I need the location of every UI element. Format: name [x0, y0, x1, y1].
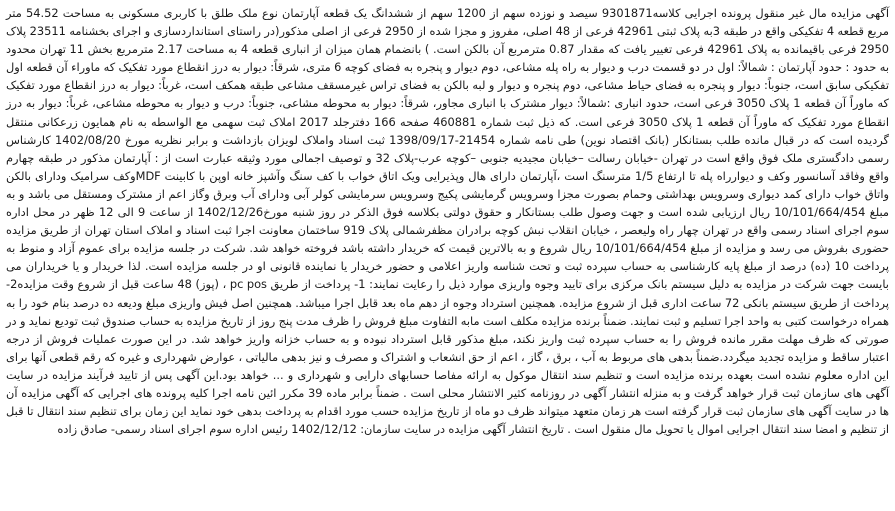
auction-notice-text: آگهی مزایده مال غیر منقول پرونده اجرایی کلاسه9301871 سیصد و نوزده سهم از 1200 سهم از ششدانگ یک قطعه آپارتمان نوع ملک طلق با کاربری مسکونی به مساحت 54.52 متر مربع قطعه 4 تفکیکی واقع در طبقه 3به پلاک ثبتی 42961 فرعی از 48 اصلی، مفروز و مجزا شده از 2950 فرعی از اصلی مذکور(در راستای استانداردسازی و اجرای بخشنامه 23511 پلاک 2950 فرعی باقیمانده به پلاک 42961 فرعی تغییر یافت که مقدار 0.87 مترمربع آن بالکن است. ) بانضمام همان میزان از انباری قطعه 4 به مساحت 2.17 مترمربع بخش 11 تهران محدود به حدود : حدود آپارتمان : شمالاً: اول در دو قسمت درب و دیوار به راه پله مشاعی، دوم دیوار و پنجره به فضای کوچه 6 متری، شرقاً: دیوار به درز انقطاع مورد تفکیک که ماوراء آن قطعه اول تفکیکی سابق است، جنوباً: دیوار و پنجره به فضای حیاط مشاعی، دوم پنجره و دیوار و لبه بالکن به فضای تراس غیرمسقف مشاعی طبقه همکف است، غرباً: دیوار به درز انقطاع مورد تفکیک که ماوراً آن قطعه 1 پلاک 3050 فرعی است، حدود انباری :شمالاً: دیوار مشترک با انباری مجاور، شرقاً: دیوار به محوطه مشاعی، جنوباً: درب و دیوار به محوطه مشاعی، غرباً: دیوار به درز انقطاع مورد تفکیک که ماوراً آن قطعه 1 پلاک 3050 فرعی است. که ذیل ثبت شماره 460881 صفحه 166 دفترجلد 2017 املاک ثبت سهمی مع الواسطه به نام همایون زرعکانی منتقل گردیده است که در قبال مانده طلب بستانکار (بانک اقتصاد نوین) طی نامه شماره 21454-1398/09/17 ثبت اسناد واملاک لویزان بازداشت و برابر نظریه مورخ 1402/08/20 کارشناس رسمی دادگستری ملک فوق واقع است در تهران -خیابان رسالت –خیابان مجیدیه جنوبی –کوچه عرب-پلاک 32 و توصیف اجمالی مورد وثیقه عبارت است از : آپارتمان مذکور در طبقه چهارم واقع وفاقد آسانسور وکف و دیوارراه پله تا ارتفاع 1/5 مترسنگ است ،آپارتمان دارای هال وپذیرایی ویک اتاق خواب با کف سنگ وآشپز خانه اوپن با کابینت MDFوکف سرامیک ودارای بالکن واتاق خواب دارای کمد دیواری وسرویس بهداشتی وحمام بصورت مجزا وسرویس گرمایشی پکیج وسرویس سرمایشی کولر آبی ودارای آب وبرق وگاز اعم از مشترک ومستقل می باشد و به مبلغ 10/101/664/454 ریال ارزیابی شده است و جهت وصول طلب بستانکار و حقوق دولتی بکلاسه فوق الذکر در روز شنبه مورخ1402/12/26 از ساعت 9 الی 12 ظهر در محل اداره سوم اجرای اسناد رسمی واقع در تهران چهار راه ولیعصر ، خیابان انقلاب نبش کوچه برادران مظفرشمالی پلاک 919 ساختمان معاونت اجرا ثبت اسناد و املاک استان تهران از طریق مزایده حضوری بفروش می رسد و مزایده از مبلغ 10/101/664/454 ریال شروع و به بالاترین قیمت که خریدار داشته باشد فروخته خواهد شد. شرکت در جلسه مزایده برای عموم آزاد و منوط به پرداخت 10 (ده) درصد از مبلغ پایه کارشناسی به حساب سپرده ثبت و تحت شناسه واریز اعلامی و حضور خریدار یا نماینده قانونی او در جلسه مزایده است. لذا خریدار و یا خریداران می بایست جهت شرکت در مزایده به دلیل سیستم بانک مرکزی برای تایید وجوه واریزی موارد ذیل را رعایت نمایند: 1- پرداخت از طریق pc pos ، (پوز) 48 ساعت قبل از شروع وقت مزایده2- پرداخت از طریق سیستم بانکی 72 ساعت اداری قبل از شروع مزایده. همچنین استرداد وجوه از دهم ماه بعد قابل اجرا میباشد. همچنین اصل فیش واریزی مبلغ ودیعه ده درصد بنام خود را به همراه درخواست کتبی به واحد اجرا تسلیم و ثبت نمایند. ضمناً برنده مزایده مکلف است مابه التفاوت مبلغ فروش را ظرف مدت پنج روز از تاریخ مزایده به حساب صندوق ثبت تودیع نماید و در صورتی که ظرف مهلت مقرر مانده فروش را به حساب سپرده ثبت واریز نکند، مبلغ مذکور قابل استرداد نبوده و به حساب خزانه واریز خواهد شد. در این صورت عملیات فروش از درجه اعتبار ساقط و مزایده تجدید میگردد.ضمناً بدهی های مربوط به آب ، برق ، گاز ، اعم از حق انشعاب و اشتراک و مصرف و نیز بدهی مالیاتی ، عوارض شهرداری و غیره که رقم قطعی آنها برای این اداره معلوم نشده است بعهده برنده مزایده است و تنظیم سند انتقال موکول به ارائه مفاصا حسابهای دارایی و شهرداری و ... خواهد بود.این آگهی پس از تایید فرآیند مزایده در سایت آگهی های سازمان ثبت قرار خواهد گرفت و به منزله انتشار آگهی در روزنامه کثیر الانتشار محلی است . ضمناً برابر ماده 39 مکرر ائین نامه اجرا کلیه پرونده های اجرایی که آگهی مزایده آن ها در سایت آگهی های سازمان ثبت قرار گرفته است هر زمان متعهد میتواند ظرف دو ماه از تاریخ مزایده حسب مورد اقدام به پرداخت بدهی خود نماید این زمان برای تنظیم سند انتقال تا قبل از تنظیم و امضا سند انتقال اجرایی اموال یا تحویل مال منقول است . تاریخ انتشار آگهی مزایده در سایت سازمان: 1402/12/12 رئیس اداره سوم اجرای اسناد رسمی- صادق زاده	[6, 6, 890, 437]
